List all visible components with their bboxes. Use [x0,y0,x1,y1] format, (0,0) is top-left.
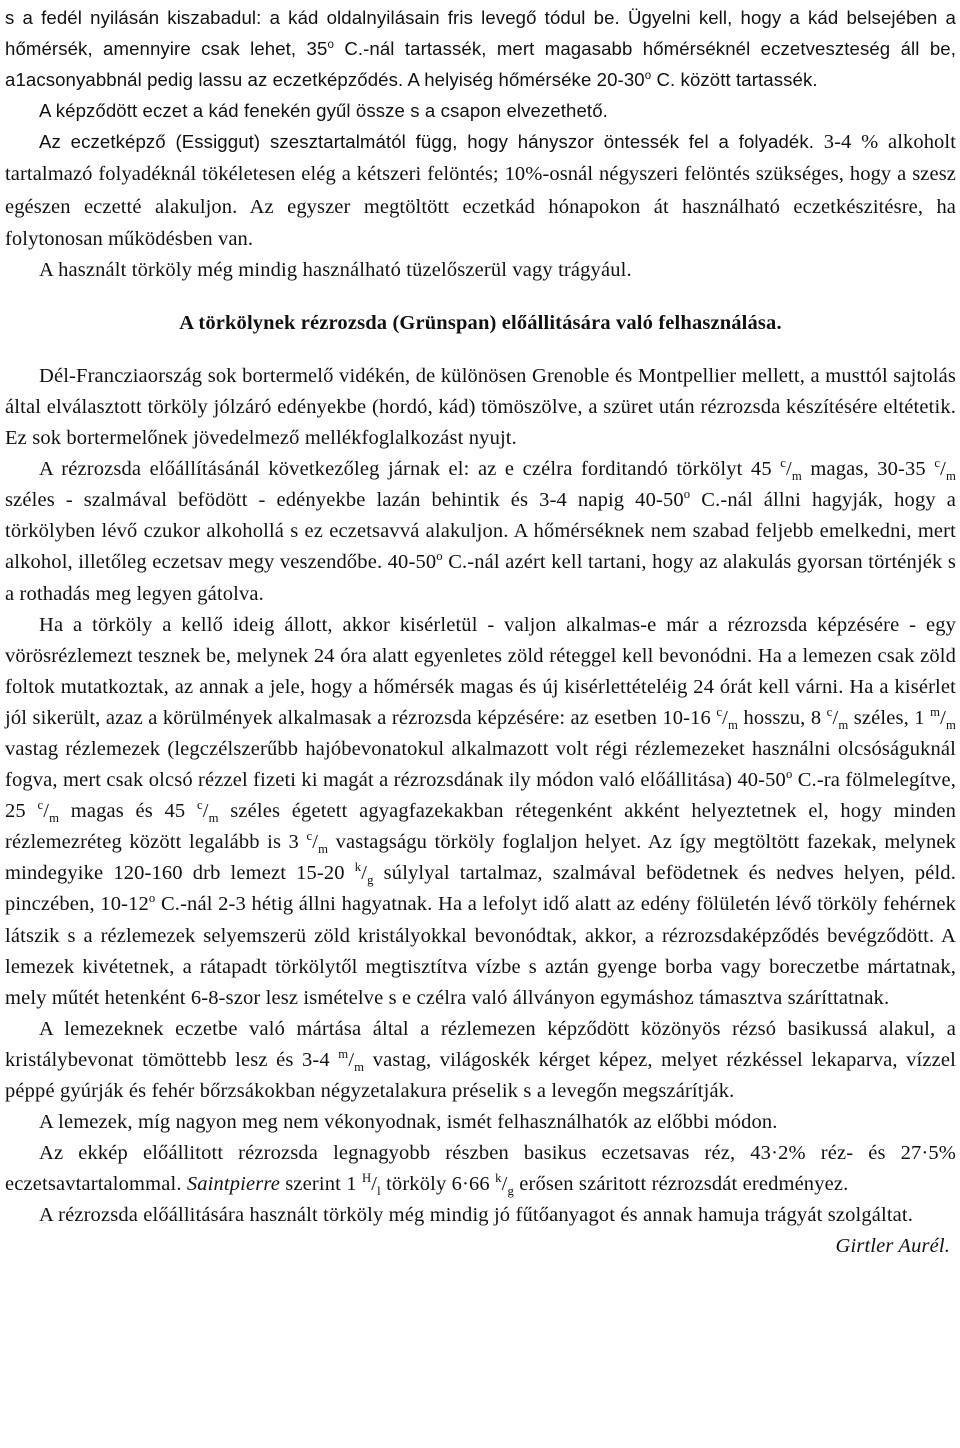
subscript: g [507,1184,514,1199]
text-run: széles - szalmával befödött - edényekbe lazán behintik és 3-4 napig 40-50 [5,489,684,512]
superscript: H [361,1171,372,1186]
paragraph-p7 [5,610,956,1014]
superscript: o [148,891,156,906]
subscript: g [367,873,374,888]
document-body [5,2,956,1231]
text-run: / [501,1173,508,1196]
text-run: széles égetett agyagfazekakban rétegenként akként helyeztetnek el, hogy minden rézlemezréteg között legalább is 3 [5,800,956,854]
text-run: vastag rézlemezek (legczélszerűbb hajóbevonatokul alkalmazott volt régi rézlemezeket használni olcsóságuknál fogva, mert csak olcsó rézzel fizeti ki magát a rézrozsdának ily módon való előállitása) 40-50 [5,737,956,792]
text-run: 3-4 % alkoholt tartalmazó folyadéknál tökéletesen elég a kétszeri felöntés; 10%-osnál négyszeri felöntés szükséges, hogy a szesz egészen eczetté alakuljon. Az egyszer megtöltött eczetkád hónapokon át használható eczetkészitésre, ha folytonosan működésben van. [5,131,956,250]
superscript: m [930,705,941,720]
superscript: o [785,767,793,782]
text-run: / [940,458,946,481]
text-run: hosszu, 8 [738,706,827,729]
text-run: Az eczetképző (Essiggut) szesztartalmától függ, hogy hányszor öntessék fel a folyadék. [39,131,815,153]
text-run: Ha a törköly a kellő ideig állott, akkor kisérletül - valjon alkalmas-e már a rézrozsda képzésére - egy vörösrézlemezt tesznek be, melynek 24 óra alatt egyenletes zöld réteggel kell bevonódni. Ha a lemezen csak zöld foltok mutatkoztak, az annak a jele, hogy a hőmérsék magas és új kisérlettételéig 24 órát kell várni. Ha a kisérlet jól sikerült, azaz a körülmények alkalmasak a rézrozsda képzésére: az esetben 10-16 [5,613,956,729]
subscript: m [208,811,219,826]
text-run: C.-nál tartassék, mert magasabb hőmérséknél eczetveszteség áll be, a1acsonyabbnál pedig lassu az eczetképződés. A helyiség hőmérséke 20-30 [5,38,956,91]
text-run: A lemezeknek eczetbe való mártása által a rézlemezen képződött közönyös rézsó basikussá alakul, a kristálybevonat tömöttebb lesz és 3-4 [5,1017,956,1071]
superscript: c [716,705,723,720]
superscript: c [780,456,786,471]
text-run: C.-nál 2-3 hétig állni hagyatnak. Ha a lefolyt idő alatt az edény fölületén lévő törköly fehérnek látszik s a rézlemezek selyemszerü zöld kristályokkal bevonódtak, akkor, a rézrozsdaképződés bevégződött. A lemezek kivétetnek, a rátapadt törkölytől megtisztítva vízbe s aztán gyenge borba vagy boreczetbe mártatnak, mely műtét hetenként 6-8-szor lesz ismételve s e czélra való állványon egymáshoz támasztva száríttatnak. [5,893,956,1009]
superscript: k [495,1171,502,1186]
text-run: C.-ra fölmelegítve, 25 [5,769,956,823]
paragraph-p3 [5,126,956,254]
superscript: o [327,38,334,51]
paragraph-p11 [5,1200,956,1231]
subscript: m [838,717,849,732]
paragraph-p2 [5,95,956,126]
text-run: Az ekkép előállitott rézrozsda legnagyobb részben basikus eczetsavas réz, 43 [39,1142,772,1165]
subscript: m [318,842,329,857]
text-run: / [361,862,368,885]
text-run: / [348,1048,355,1071]
paragraph-p9 [5,1107,956,1138]
text-run: / [43,800,50,823]
text-run: A törkölynek rézrozsda (Grünspan) előállitására való felhasználása. [179,311,782,334]
text-run: / [722,706,729,729]
text-run: A lemezek, míg nagyon meg nem vékonyodnak, ismét felhasználhatók az előbbi módon. [39,1111,778,1134]
text-run: súlylyal tartalmaz, szalmával befödetnek és nedves helyen, péld. pinczében, 10-12 [5,862,956,916]
text-run: s a fedél nyilásán kiszabadul: a kád oldalnyilásain fris levegő tódul be. Ügyelni kell, hogy a kád belsejében a hőmérsék, amennyire csak lehet, 35 [5,7,956,60]
text-run: ·66 [462,1173,496,1196]
subscript: m [945,717,956,732]
paragraph-p1 [5,2,956,95]
italic-name: Saintpierre [186,1173,281,1196]
text-run: ·2% réz- és 27 [771,1142,922,1165]
paragraph-p8 [5,1014,956,1107]
subscript: m [49,811,60,826]
paragraph-p5 [5,361,956,454]
text-run: / [312,831,319,854]
superscript: o [436,549,443,564]
text-run: A képződött eczet a kád fenekén gyűl össze s a csapon elvezethető. [39,100,608,122]
text-run: magas és 45 [59,800,197,823]
text-run: vastagságu törköly foglaljon helyet. Az így megtöltött fazekak, melynek mindegyike 120-160 drb lemezt 15-20 [5,831,956,885]
text-run: / [832,706,839,729]
text-run: vastag, világoskék kérget képez, melyet rézkéssel lekaparva, vízzel péppé gyúrják és fehér bőrzsákokban négyzetalakura préselik s a levegőn megszárítják. [5,1048,956,1102]
paragraph-p4 [5,255,956,286]
text-run: A rézrozsda előállitására használt törköly még mindig jó fűtőanyagot és annak hamuja trágyát szolgáltat. [39,1204,914,1227]
text-run: / [940,706,946,729]
text-run: / [786,458,792,481]
subscript: m [728,717,739,732]
text-run: / [371,1173,378,1196]
superscript: k [354,860,362,875]
text-run: A használt törköly még mindig használható tüzelőszerül vagy trágyául. [39,258,632,281]
text-run: Dél-Francziaország sok bortermelő vidékén, de különösen Grenoble és Montpellier mellett, a musttól sajtolás által elválasztott törköly jólzáró edényekbe (hordó, kád) tömöszölve, a szüret után rézrozsda készítésére eltétetik. Ez sok bortermelőnek jövedelmező mellékfoglalkozást nyujt. [5,364,956,450]
superscript: o [644,70,652,82]
text-run: ·5% eczetsavtartalommal. [5,1142,957,1196]
subscript: m [354,1060,365,1074]
author-signature: Girtler Aurél. [835,1235,950,1258]
text-run: törköly 6 [380,1173,463,1196]
subscript: m [791,469,802,484]
paragraph-p10 [5,1138,956,1200]
superscript: c [934,456,941,471]
subscript: l [377,1184,381,1199]
section-title [5,308,956,339]
paragraph-p6 [5,454,956,609]
text-run: C.-nál állni hagyják, hogy a törkölyben lévő czukor alkohollá s ez eczetsavvá alakuljon. A hőmérséknek nem szabad feljebb emelkedni, mert alkohol, illetőleg eczetsav megy veszendőbe. 40-50 [5,489,956,574]
text-run: széles, 1 [848,706,931,729]
text-run: A rézrozsda előállításánál következőleg járnak el: az e czélra forditandó törkölyt 45 [39,458,781,481]
superscript: o [683,487,691,502]
superscript: c [306,829,313,844]
superscript: c [196,798,203,813]
text-run: C. között tartassék. [651,69,818,91]
text-run: erősen száritott rézrozsdát eredményez. [513,1173,849,1196]
superscript: c [826,705,833,720]
superscript: m [338,1047,349,1062]
text-run: magas, 30-35 [801,458,935,481]
text-run: szerint 1 [280,1173,362,1196]
superscript: c [37,798,44,813]
text-run: C.-nál azért kell tartani, hogy az alakulás gyorsan történjék s a rothadás meg legyen gátolva. [5,551,957,605]
text-run: / [202,800,209,823]
subscript: m [945,469,956,484]
